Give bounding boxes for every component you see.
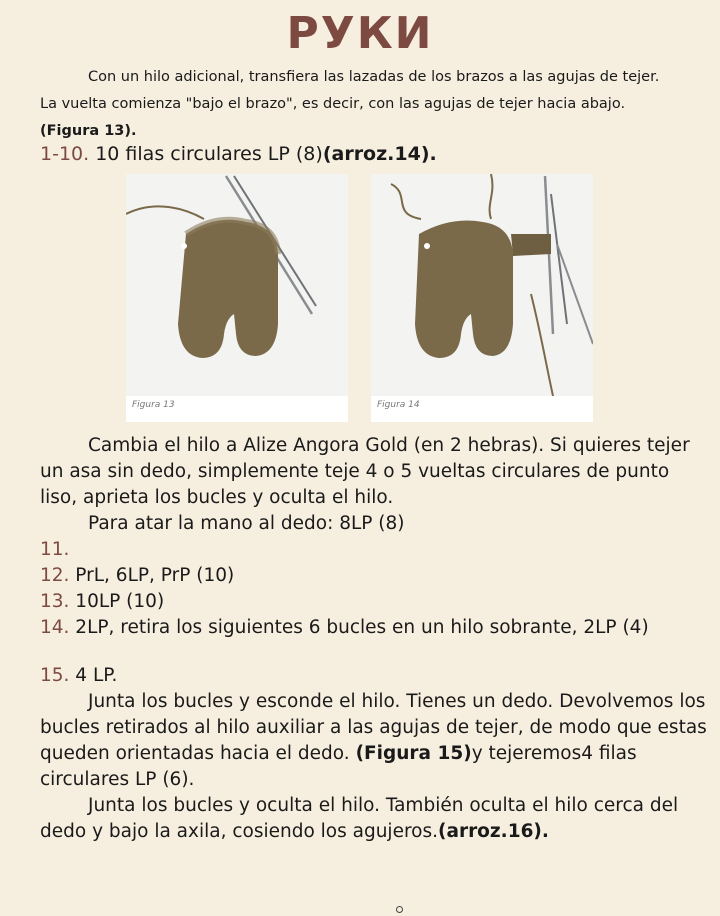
intro-line-3 xyxy=(40,118,705,145)
row-number: 13. xyxy=(40,591,70,612)
row-15 xyxy=(40,663,712,689)
row-number: 14. xyxy=(40,617,70,638)
row-text: 2LP, retira los siguientes 6 bucles en un hilo sobrante, 2LP (4) xyxy=(69,617,649,638)
figure-15-ref: (Figura 15) xyxy=(355,743,472,764)
spacer xyxy=(40,641,712,663)
figure-ref: (Figura 13). xyxy=(40,123,137,139)
row-13 xyxy=(40,589,712,615)
page-marker xyxy=(396,906,403,913)
figure-14 xyxy=(371,174,593,422)
figure-13-image xyxy=(126,174,348,396)
instructions-body xyxy=(40,433,712,845)
row-text: PrL, 6LP, PrP (10) xyxy=(69,565,235,586)
figure-14-image xyxy=(371,174,593,396)
page-title: РУКИ xyxy=(286,8,434,59)
paragraph-2: Para atar la mano al dedo: 8LP (8) xyxy=(88,513,405,534)
row-text: 10LP (10) xyxy=(69,591,165,612)
figure-13 xyxy=(126,174,348,422)
intro-text xyxy=(40,64,705,145)
paragraph-3-text: Junta los bucles y esconde el hilo. Tienes un dedo. Devolvemos los bucles retirados al hilo auxiliar a las agujas de tejer, de modo que estas queden orientadas hacia el dedo. xyxy=(40,691,707,764)
row-text: 10 filas circulares LP (8) xyxy=(89,143,323,165)
paragraph-3 xyxy=(40,689,712,793)
row-1-10 xyxy=(40,143,437,165)
intro-line-2: La vuelta comienza "bajo el brazo", es decir, con las agujas de tejer hacia abajo. xyxy=(40,96,626,112)
row-14 xyxy=(40,615,712,641)
row-number: 12. xyxy=(40,565,70,586)
paragraph-3-tail: y tejeremos4 filas circulares LP (6). xyxy=(40,743,637,790)
row-text: 4 LP. xyxy=(69,665,118,686)
paragraph-4 xyxy=(40,793,712,845)
paragraph-4-text: Junta los bucles y oculta el hilo. También oculta el hilo cerca del dedo y bajo la axila, cosiendo los agujeros. xyxy=(40,795,679,842)
figure-13-caption: Figura 13 xyxy=(132,400,175,410)
row-number: 1-10. xyxy=(40,143,90,165)
figure-16-ref: (arroz.16). xyxy=(438,821,549,842)
row-ref: (arroz.14). xyxy=(322,143,437,165)
paragraph-1: Cambia el hilo a Alize Angora Gold (en 2 hebras). Si quieres tejer un asa sin dedo, simplemente teje 4 o 5 vueltas circulares de punto liso, aprieta los bucles y oculta el hilo. xyxy=(40,435,690,508)
row-11 xyxy=(40,537,712,563)
row-number: 15. xyxy=(40,665,70,686)
intro-line-1: Con un hilo adicional, transfiera las lazadas de los brazos a las agujas de tejer. xyxy=(88,69,660,85)
row-12 xyxy=(40,563,712,589)
row-number: 11. xyxy=(40,539,70,560)
figure-14-caption: Figura 14 xyxy=(377,400,420,410)
